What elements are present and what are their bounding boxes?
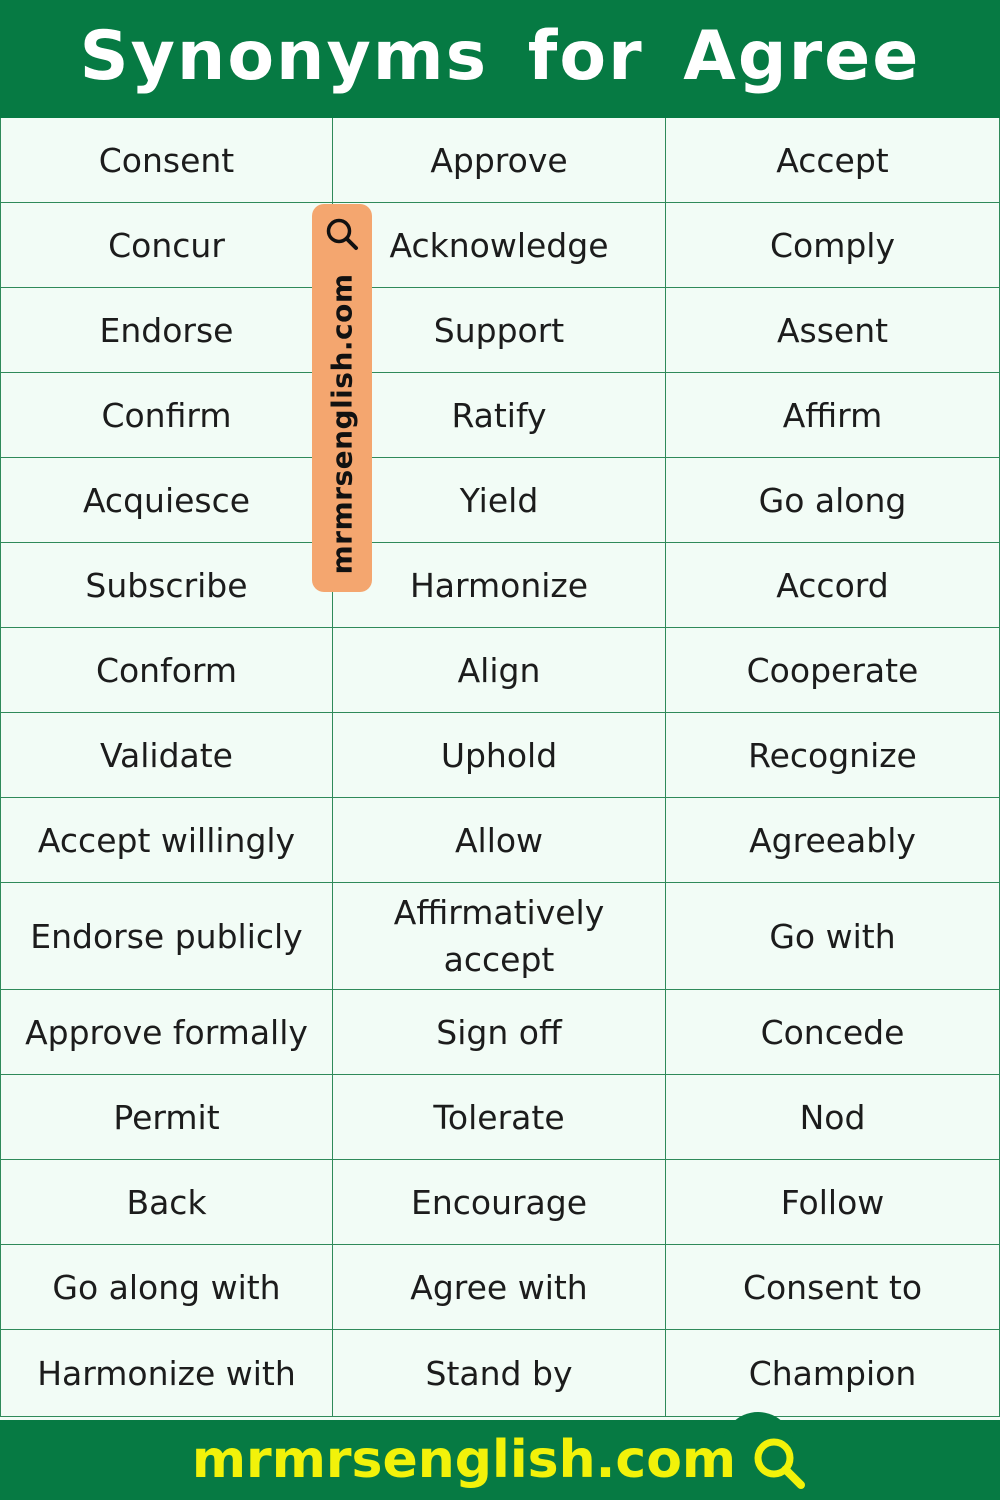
search-icon xyxy=(324,216,360,252)
synonym-cell xyxy=(0,458,333,543)
synonym-cell xyxy=(333,713,666,798)
synonym-cell xyxy=(333,1075,666,1160)
synonym-cell xyxy=(0,373,333,458)
synonym-text: Affirmatively accept xyxy=(393,893,605,979)
synonym-cell xyxy=(0,628,333,713)
synonym-cell xyxy=(0,1330,333,1417)
synonym-text: Concur xyxy=(108,225,225,265)
synonym-text: Yield xyxy=(459,480,539,520)
synonym-text: Assent xyxy=(776,310,889,350)
synonym-cell xyxy=(666,883,1000,990)
page-title: Synonyms for Agree xyxy=(79,16,921,96)
synonym-text: Recognize xyxy=(748,735,917,775)
synonym-cell xyxy=(666,288,1000,373)
synonym-text: Harmonize xyxy=(409,565,589,605)
synonym-text: Permit xyxy=(113,1097,220,1137)
synonym-cell xyxy=(333,373,666,458)
synonym-text: Back xyxy=(126,1182,207,1222)
synonym-text: Encourage xyxy=(410,1182,588,1222)
synonym-text: Agreeably xyxy=(749,820,916,860)
synonym-cell xyxy=(666,1245,1000,1330)
synonym-cell xyxy=(333,203,666,288)
synonym-cell xyxy=(333,798,666,883)
synonym-text: Sign off xyxy=(436,1012,562,1052)
synonym-text: Approve xyxy=(430,140,568,180)
synonym-text: Go with xyxy=(769,916,896,956)
synonym-cell xyxy=(666,1160,1000,1245)
synonym-text: Endorse xyxy=(99,310,234,350)
synonym-text: Validate xyxy=(100,735,233,775)
synonym-text: Acknowledge xyxy=(389,225,609,265)
synonym-cell xyxy=(666,373,1000,458)
synonym-text: Cooperate xyxy=(746,650,919,690)
synonym-text: Concede xyxy=(760,1012,905,1052)
watermark-badge xyxy=(312,204,372,592)
synonym-cell xyxy=(666,628,1000,713)
synonym-cell xyxy=(666,990,1000,1075)
synonym-text: Confirm xyxy=(101,395,232,435)
synonym-cell xyxy=(0,1245,333,1330)
synonym-cell xyxy=(666,458,1000,543)
synonym-text: Champion xyxy=(748,1353,917,1393)
synonym-cell xyxy=(0,288,333,373)
synonym-text: Go along with xyxy=(52,1267,281,1307)
footer-banner xyxy=(0,1420,1000,1500)
synonym-cell xyxy=(333,458,666,543)
search-icon xyxy=(750,1434,808,1492)
synonym-text: Approve formally xyxy=(25,1012,308,1052)
synonym-cell xyxy=(0,713,333,798)
synonym-text: Conform xyxy=(95,650,238,690)
synonym-cell xyxy=(333,543,666,628)
synonym-text: Accord xyxy=(776,565,889,605)
synonym-text: Subscribe xyxy=(85,565,248,605)
synonym-text: Harmonize with xyxy=(37,1353,296,1393)
synonym-text: Uphold xyxy=(440,735,558,775)
synonym-cell xyxy=(0,203,333,288)
synonym-text: Consent to xyxy=(742,1267,923,1307)
synonym-text: Stand by xyxy=(425,1353,573,1393)
synonym-cell xyxy=(333,990,666,1075)
synonym-cell xyxy=(333,883,666,990)
synonym-text: Ratify xyxy=(451,395,547,435)
synonym-cell xyxy=(333,628,666,713)
synonym-cell xyxy=(0,1075,333,1160)
synonym-cell xyxy=(0,883,333,990)
synonym-text: Accept xyxy=(776,140,889,180)
synonym-text: Agree with xyxy=(410,1267,588,1307)
synonym-cell xyxy=(666,543,1000,628)
watermark-text: mrmrsenglish.com xyxy=(325,273,359,575)
synonym-cell xyxy=(666,203,1000,288)
synonym-cell xyxy=(0,543,333,628)
synonym-cell xyxy=(0,798,333,883)
synonym-cell xyxy=(0,1160,333,1245)
synonym-cell xyxy=(333,118,666,203)
header-banner xyxy=(0,0,1000,118)
synonym-cell xyxy=(666,118,1000,203)
synonym-cell xyxy=(0,990,333,1075)
synonym-text: Nod xyxy=(799,1097,866,1137)
synonym-text: Tolerate xyxy=(433,1097,565,1137)
synonym-cell xyxy=(666,798,1000,883)
synonym-text: Consent xyxy=(98,140,235,180)
synonyms-table xyxy=(0,118,1000,1420)
synonym-text: Endorse publicly xyxy=(30,916,303,956)
synonym-text: Follow xyxy=(780,1182,885,1222)
synonym-text: Acquiesce xyxy=(82,480,251,520)
footer-website: mrmrsenglish.com xyxy=(191,1430,737,1490)
synonym-cell xyxy=(333,1330,666,1417)
synonym-cell xyxy=(666,1075,1000,1160)
synonym-cell xyxy=(666,1330,1000,1417)
synonym-text: Allow xyxy=(454,820,544,860)
synonym-cell xyxy=(333,1160,666,1245)
synonym-text: Go along xyxy=(758,480,907,520)
synonym-text: Support xyxy=(433,310,565,350)
synonym-cell xyxy=(0,118,333,203)
synonym-cell xyxy=(333,1245,666,1330)
synonym-text: Align xyxy=(457,650,541,690)
synonym-text: Accept willingly xyxy=(37,820,296,860)
synonym-cell xyxy=(333,288,666,373)
synonym-cell xyxy=(666,713,1000,798)
synonym-text: Affirm xyxy=(782,395,883,435)
synonym-text: Comply xyxy=(769,225,896,265)
